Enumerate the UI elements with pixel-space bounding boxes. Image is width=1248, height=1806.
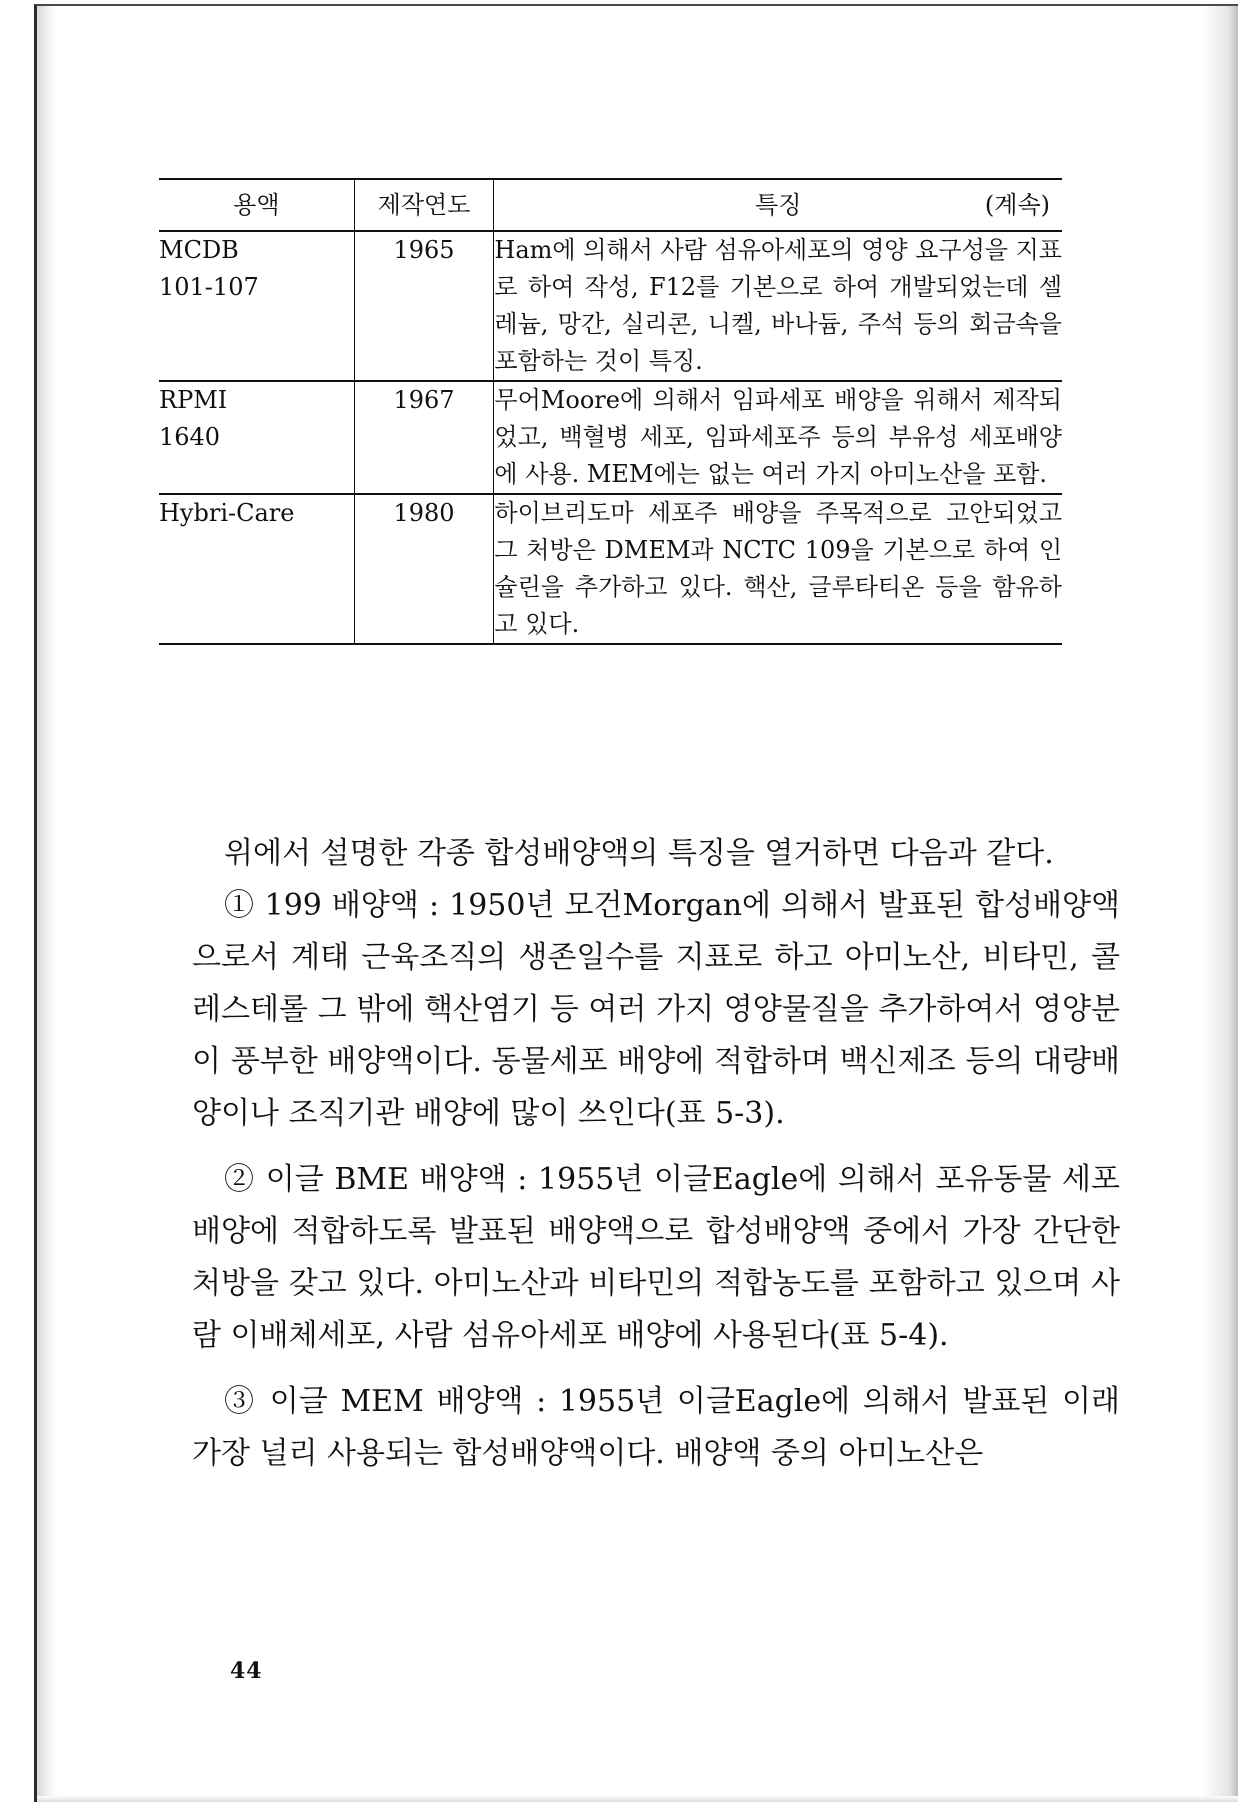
solution-name-line: MCDB: [159, 236, 239, 264]
solution-name-line: 1640: [159, 423, 221, 451]
table-row: [159, 231, 1062, 381]
table-row: [159, 381, 1062, 494]
paragraph-medium-199: ① 199 배양액 : 1950년 모건Morgan에 의해서 발표된 합성배양액으로서 계태 근육조직의 생존일수를 지표로 하고 아미노산, 비타민, 콜레스테롤 그 밖에 핵산염기 등 여러 가지 영양물질을 추가하여서 영양분이 풍부한 배양액이다. 동물세포 배양에 적합하며 백신제조 등의 대량배양이나 조직기관 배양에 많이 쓰인다(표 5-3).: [192, 888, 1120, 1131]
body-text: [192, 828, 1120, 1480]
header-continued-label: (계속): [984, 191, 1050, 219]
header-solution: 용액: [233, 191, 280, 219]
cell-features: Ham에 의해서 사람 섬유아세포의 영양 요구성을 지표로 하여 작성, F12를 기본으로 하여 개발되었는데 셀레늄, 망간, 실리콘, 니켈, 바나듐, 주석 등의 회금속을 포함하는 것이 특징.: [494, 236, 1062, 375]
solution-name-line: 101-107: [159, 273, 259, 301]
header-features-label: 특징: [755, 191, 802, 219]
paragraph-eagle-bme: ② 이글 BME 배양액 : 1955년 이글Eagle에 의해서 포유동물 세포배양에 적합하도록 발표된 배양액으로 합성배양액 중에서 가장 간단한 처방을 갖고 있다. 아미노산과 비타민의 적합농도를 포함하고 있으며 사람 이배체세포, 사람 섬유아세포 배양에 사용된다(표 5-4).: [192, 1162, 1120, 1353]
header-year: 제작연도: [354, 179, 494, 231]
solution-name-line: RPMI: [159, 386, 228, 414]
page-edge-shadow: [1202, 6, 1238, 1802]
cell-solution: [159, 494, 354, 644]
cell-features: 무어Moore에 의해서 임파세포 배양을 위해서 제작되었고, 백혈병 세포, 임파세포주 등의 부유성 세포배양에 사용. MEM에는 없는 여러 가지 아미노산을 포함.: [494, 386, 1062, 488]
table-row: [159, 494, 1062, 644]
cell-year: 1965: [354, 231, 494, 381]
paragraph-eagle-mem: ③ 이글 MEM 배양액 : 1955년 이글Eagle에 의해서 발표된 이래 가장 널리 사용되는 합성배양액이다. 배양액 중의 아미노산은: [192, 1384, 1120, 1471]
cell-year: 1980: [354, 494, 494, 644]
culture-media-table: [159, 178, 1062, 645]
cell-solution: [159, 381, 354, 494]
cell-solution: [159, 231, 354, 381]
cell-features: 하이브리도마 세포주 배양을 주목적으로 고안되었고 그 처방은 DMEM과 NCTC 109을 기본으로 하여 인슐린을 추가하고 있다. 핵산, 글루타티온 등을 함유하고 있다.: [494, 499, 1062, 638]
paragraph-intro: 위에서 설명한 각종 합성배양액의 특징을 열거하면 다음과 같다.: [224, 836, 1054, 871]
header-features: [494, 179, 1062, 231]
cell-year: 1967: [354, 381, 494, 494]
page-bottom-edge: [37, 1796, 1238, 1802]
table-header-row: [159, 179, 1062, 231]
page-number: 44: [230, 1658, 263, 1684]
page-spine-shadow: [37, 6, 59, 1802]
solution-name-line: Hybri-Care: [159, 499, 295, 527]
